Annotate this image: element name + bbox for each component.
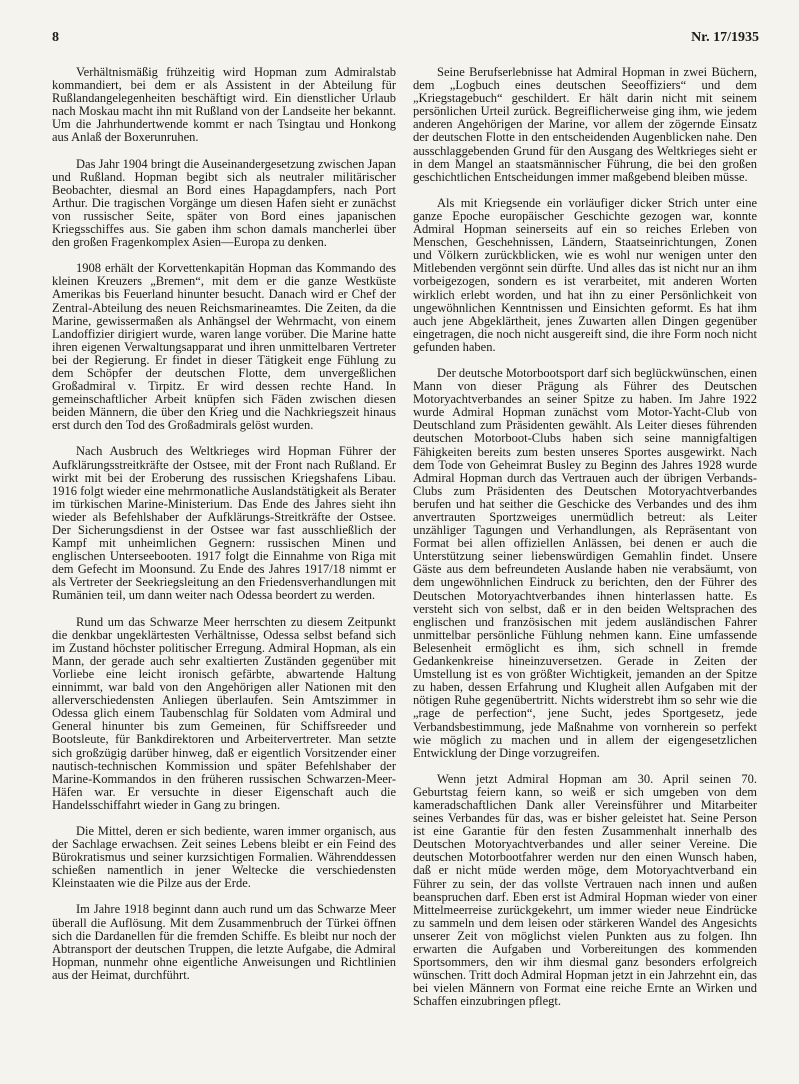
paragraph: Seine Berufserlebnisse hat Admiral Hopman in zwei Büchern, dem „Logbuch eines deutschen Seeoffiziers“ und dem „Kriegstagebuch“ geschildert. Er hält darin nicht mit seinem persönlichen Urteil zurück. Begreiflicherweise ging ihm, wie jedem anderen Angehörigen der Marine, vor allem der zögernde Einsatz der deutschen Flotte in den entscheidenden Augenblicken nahe. Den ausschlaggebenden Grund für den Ausgang des Weltkrieges sieht er in dem Mangel an staatsmännischer Führung, die bei den großen geschichtlichen Entscheidungen immer maßgebend bleiben müsse. [413, 65, 757, 184]
paragraph: Als mit Kriegsende ein vorläufiger dicker Strich unter eine ganze Epoche europäischer Geschichte gezogen war, konnte Admiral Hopman seinerseits auf ein so reiches Erleben von Menschen, Geschehnissen, Ländern, Staatseinrichtungen, Zonen und Völkern zurückblicken, wie es wohl nur wenigen unter den Mitlebenden vergönnt sein dürfte. Und alles das ist nicht nur an ihm vorbeigezogen, sondern es ist verarbeitet, mit anderen Worten wirklich erlebt worden, und hat ihn zu einer Persönlichkeit von ungewöhnlichen Kenntnissen und Einsichten geformt. Es hat ihm auch jene Abgeklärtheit, jenes Zuwarten allen Dingen gegenüber eingetragen, die noch nicht ausgereift sind, die ihre Form noch nicht gefunden haben. [413, 195, 757, 354]
paragraph: Das Jahr 1904 bringt die Auseinandergesetzung zwischen Japan und Rußland. Hopman begibt sich als neutraler militärischer Beobachter, diesmal an Bord eines Hapagdampfers, nach Port Arthur. Die tragischen Vorgänge um diesen Hafen sieht er zunächst von russischer Seite, später von Bord eines japanischen Kriegsschiffes aus. Sie gaben ihm schon damals mancherlei über den großen Fragenkomplex Asien—Europa zu denken. [52, 156, 396, 250]
paragraph: Nach Ausbruch des Weltkrieges wird Hopman Führer der Aufklärungsstreitkräfte der Ostsee, mit der Front nach Rußland. Er wirkt mit bei der Eroberung des russischen Kriegshafens Libau. 1916 folgt wieder eine mehrmonatliche Auslandstätigkeit als Berater im türkischen Marine-Ministerium. Das Ende des Jahres sieht ihn wieder als Befehlshaber der Aufklärungs-Streitkräfte der Ostsee. Der Sicherungsdienst in der Ostsee war fast ausschließlich der Kampf mit unheimlichen Gegnern: russischen Minen und englischen Unterseebooten. 1917 folgt die Einnahme von Riga mit dem Gefecht im Moonsund. Zu Ende des Jahres 1917/18 nimmt er als Vertreter der Seekriegsleitung an den Friedensverhandlungen mit Rumänien teil, um dann weiter nach Odessa beordert zu werden. [52, 444, 396, 603]
page-number: 8 [52, 30, 59, 45]
paragraph: Verhältnismäßig frühzeitig wird Hopman zum Admiralstab kommandiert, bei dem er als Assistent in der Abteilung für Rußlandangelegenheiten beschäftigt wird. Ein dienstlicher Urlaub nach Moskau macht ihn mit Rußland von der Landseite her bekannt. Um die Jahrhundertwende kommt er nach Tsingtau und Honkong aus Anlaß der Boxerunruhen. [52, 65, 396, 145]
page-header [52, 30, 759, 52]
paragraph: Der deutsche Motorbootsport darf sich beglückwünschen, einen Mann von dieser Prägung als Führer des Deutschen Motoryachtverbandes an seiner Spitze zu haben. Im Jahre 1922 wurde Admiral Hopman zunächst vom Motor-Yacht-Club von Deutschland zum Präsidenten gewählt. Als Leiter dieses führenden deutschen Motorboot-Clubs haben sich seine mannigfaltigen Fähigkeiten bereits zum besten unseres Sportes ausgewirkt. Nach dem Tode von Geheimrat Busley zu Beginn des Jahres 1928 wurde Admiral Hopman durch das Vertrauen auch der übrigen Verbands-Clubs zum Präsidenten des Deutschen Motoryachtverbandes berufen und hat seither die Geschicke des Verbandes und des ihm anvertrauten Sportzweiges unermüdlich betreut: als Leiter unzähliger Tagungen und Verhandlungen, als Repräsentant von Format bei allen offiziellen Anlässen, bei denen er auch die Unterstützung seiner liebenswürdigen Gemahlin findet. Unsere Gäste aus dem befreundeten Auslande haben nie verabsäumt, von dem ungewöhnlichen Eindruck zu berichten, den der Führer des Deutschen Motoryachtverbandes ihnen hinterlassen hatte. Es versteht sich von selbst, daß er in den beiden Weltsprachen des englischen und französischen mit jedem ausländischen Fahrer unmittelbar persönliche Fühlung nehmen kann. Eine umfassende Belesenheit ermöglicht es ihm, sich schnell in fremde Gedankenkreise hineinzuversetzen. Gerade in Zeiten der Umstellung ist es von größter Wichtigkeit, jemanden an der Spitze zu haben, dessen Erfahrung und Klugheit allen Aufgaben mit der nötigen Ruhe gegenübertritt. Nichts widerstrebt ihm so sehr wie die „rage de perfection“, jene Sucht, jedes Sportgesetz, jede Verbandsbestimmung, jede Maßnahme von vornherein so perfekt wie möglich zu machen und in allem der eigengesetzlichen Entwicklung der Dinge vorzugreifen. [413, 365, 757, 760]
left-column [52, 66, 396, 995]
issue-number: Nr. 17/1935 [691, 30, 759, 45]
paragraph: Rund um das Schwarze Meer herrschten zu diesem Zeitpunkt die denkbar ungeklärtesten Verhältnisse, Odessa selbst befand sich im Zustand höchster politischer Erregung. Admiral Hopman, als ein Mann, der gerade auch sehr exaltierten Zuständen gegenüber mit Vorliebe eine leicht ironisch gefärbte, abwartende Haltung einnimmt, war bald von den Angehörigen aller Nationen mit den allerverschiedensten Anliegen überlaufen. Sein Amtszimmer in Odessa glich einem Taubenschlag für Soldaten vom Admiral und General hinunter bis zum Gemeinen, für Schiffsreeder und Bootsleute, für Bankdirektoren und Arbeitervertreter. Man setzte sich großzügig darüber hinweg, daß er eigentlich Vorsitzender einer nautisch-technischen Kommission und später Befehlshaber der Marine-Kommandos in den früheren russischen Schwarzen-Meer-Häfen war. Er versuchte in dieser Eigenschaft auch die Handelsschiffahrt wieder in Gang zu bringen. [52, 614, 396, 812]
paragraph: 1908 erhält der Korvettenkapitän Hopman das Kommando des kleinen Kreuzers „Bremen“, mit dem er die ganze Westküste Amerikas bis Feuerland hinunter besucht. Danach wird er Chef der Zentral-Abteilung des neuen Reichsmarineamtes. Die Zeiten, da die Marine, gewissermaßen als Anhängsel der Wehrmacht, von einem Landoffizier dirigiert wurde, waren lange vorüber. Die Marine hatte ihren eigenen Verwaltungsapparat und ihren unmittelbaren Vertreter bei der Regierung. Er findet in dieser Tätigkeit enge Fühlung zu dem Schöpfer der deutschen Flotte, dem unvergeßlichen Großadmiral v. Tirpitz. Er wird dessen rechte Hand. In gemeinschaftlicher Arbeit knüpfen sich Fäden zwischen diesen beiden Männern, die über den Krieg und die Nachkriegszeit hinaus erst durch den Tod des Großadmirals gelöst wurden. [52, 261, 396, 433]
right-column [413, 66, 757, 1021]
paragraph: Die Mittel, deren er sich bediente, waren immer organisch, aus der Sachlage erwachsen. Zeit seines Lebens bleibt er ein Feind des Bürokratismus und seiner kurzsichtigen Formalien. Währenddessen schießen namentlich in jener Weltecke die verschiedensten Kleinstaaten wie die Pilze aus der Erde. [52, 823, 396, 891]
paragraph: Im Jahre 1918 beginnt dann auch rund um das Schwarze Meer überall die Auflösung. Mit dem Zusammenbruch der Türkei öffnen sich die Dardanellen für die fremden Schiffe. Es bleibt nur noch der Abtransport der deutschen Truppen, die letzte Aufgabe, die Admiral Hopman, nunmehr ohne eigentliche Anweisungen und Richtlinien aus der Heimat, durchführt. [52, 902, 396, 982]
paragraph: Wenn jetzt Admiral Hopman am 30. April seinen 70. Geburtstag feiern kann, so weiß er sich umgeben von dem kameradschaftlichen Dank aller Vereinsführer und Mitarbeiter seines Verbandes für das, was er bisher geleistet hat. Seine Person ist eine Garantie für den festen Zusammenhalt innerhalb des Deutschen Motoryachtverbandes und aller seiner Vereine. Die deutschen Motorbootfahrer werden nur den einen Wunsch haben, daß er nicht müde werden möge, dem Motoryachtverband ein Führer zu sein, der das vollste Vertrauen nach innen und außen beanspruchen darf. Eben erst ist Admiral Hopman wieder von einer Mittelmeerreise zurückgekehrt, um immer wieder neue Eindrücke zu sammeln und dem leisen oder stärkeren Wandel des Angesichts unserer Zeit von möglichst vielen Punkten aus zu folgen. Ihn erwarten die Aufgaben und Vorbereitungen des kommenden Sportsommers, den wir ihm diesmal ganz besonders erfolgreich wünschen. Tritt doch Admiral Hopman jetzt in ein Jahrzehnt ein, das bei vielen Männern von Format eine reiche Ernte an Wirken und Schaffen einzubringen pflegt. [413, 771, 757, 1009]
